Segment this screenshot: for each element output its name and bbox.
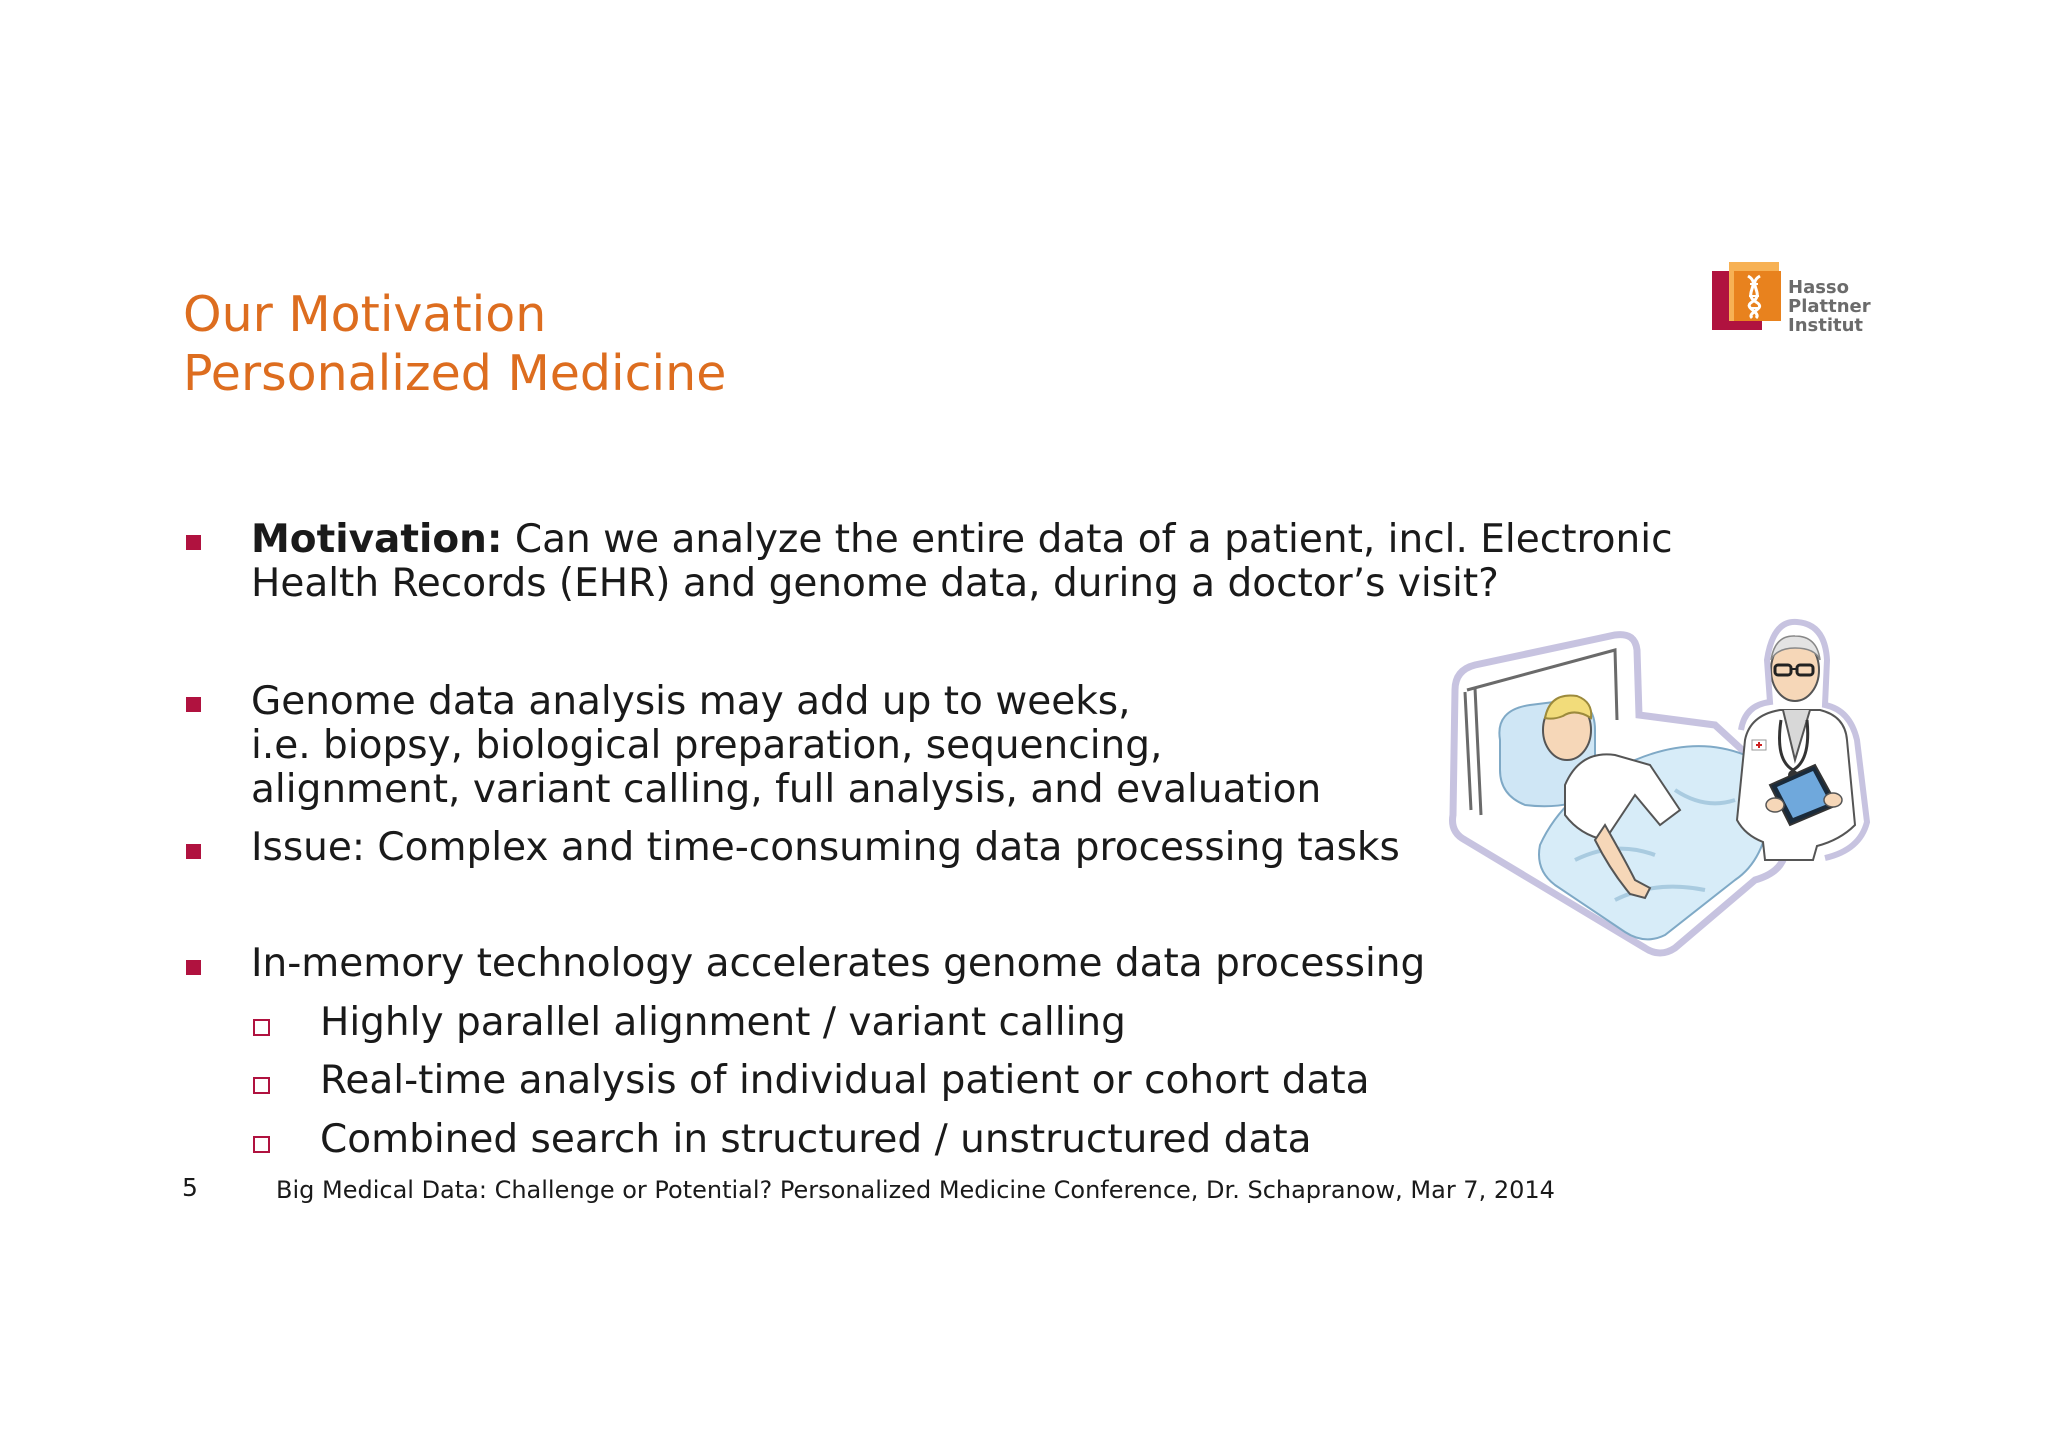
genome-line-2: i.e. biopsy, biological preparation, sequencing,: [251, 723, 1163, 768]
sub-bullet-marker: [253, 1019, 270, 1036]
hpi-logo-mark-icon: [1712, 262, 1784, 338]
bullet-marker: [186, 960, 201, 975]
bullet-genome: [251, 680, 1321, 812]
genome-line-1: Genome data analysis may add up to weeks,: [251, 679, 1131, 724]
sub-bullet-realtime: Real-time analysis of individual patient or cohort data: [320, 1058, 1370, 1103]
footer-text: Big Medical Data: Challenge or Potential? Personalized Medicine Conference, Dr. Schapranow, Mar 7, 2014: [276, 1176, 1555, 1204]
bullet-issue: Issue: Complex and time-consuming data processing tasks: [251, 825, 1400, 870]
bullet-marker: [186, 697, 201, 712]
sub-bullet-marker: [253, 1077, 270, 1094]
bullet-marker: [186, 844, 201, 859]
bullet-inmemory: In-memory technology accelerates genome data processing: [251, 941, 1426, 986]
page-number: 5: [182, 1173, 198, 1202]
logo-text-line-2: Plattner: [1788, 296, 1871, 317]
title-line-2: Personalized Medicine: [183, 345, 727, 402]
motivation-label: Motivation:: [251, 517, 503, 562]
patient-doctor-illustration: [1445, 610, 1885, 960]
bullet-motivation: [251, 518, 1673, 606]
genome-line-3: alignment, variant calling, full analysis, and evaluation: [251, 767, 1322, 812]
slide-title: [183, 285, 726, 403]
hpi-logo-text: [1788, 278, 1871, 335]
sub-bullet-marker: [253, 1136, 270, 1153]
sub-bullet-combined: Combined search in structured / unstructured data: [320, 1117, 1312, 1162]
logo-text-line-3: Institut: [1788, 315, 1864, 336]
motivation-text-line-2: Health Records (EHR) and genome data, during a doctor’s visit?: [251, 561, 1499, 606]
hpi-logo: [1712, 262, 1882, 342]
title-line-1: Our Motivation: [183, 286, 547, 343]
bullet-marker: [186, 535, 201, 550]
logo-text-line-1: Hasso: [1788, 277, 1850, 298]
motivation-text-line-1: Can we analyze the entire data of a patient, incl. Electronic: [502, 517, 1673, 562]
sub-bullet-parallel: Highly parallel alignment / variant calling: [320, 1000, 1126, 1045]
